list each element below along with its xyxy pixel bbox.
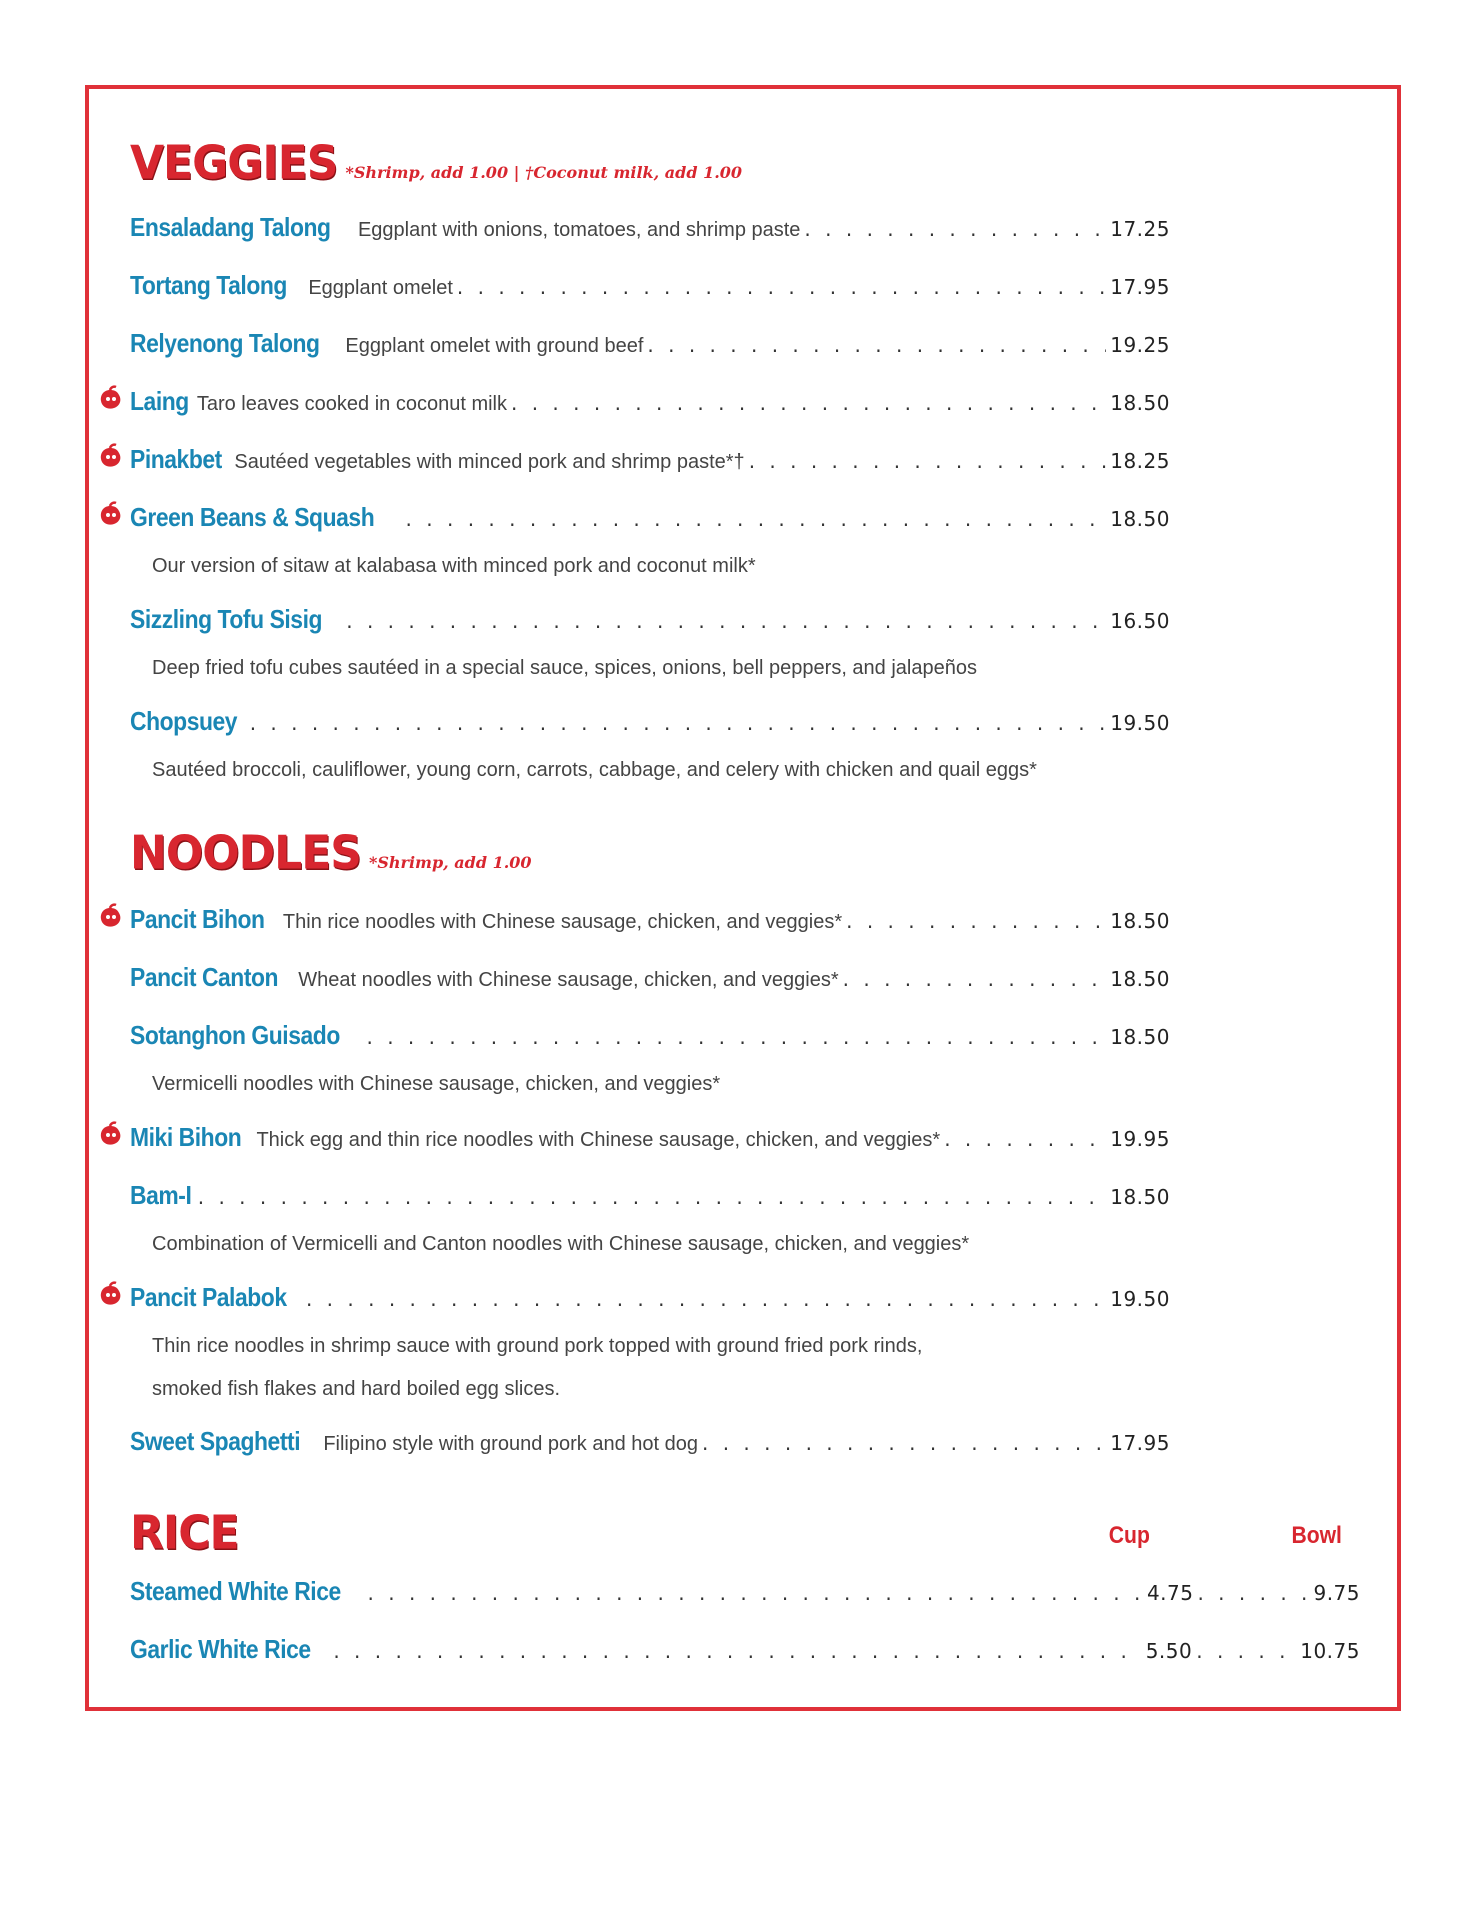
menu-item <box>130 706 1170 746</box>
item-name: Sizzling Tofu Sisig <box>130 604 323 634</box>
item-name: Miki Bihon <box>130 1122 242 1152</box>
item-name: Green Beans & Squash <box>130 502 375 532</box>
item-price: 18.50 <box>1110 507 1170 531</box>
item-subdesc: smoked fish flakes and hard boiled egg slices. <box>152 1378 561 1400</box>
menu-item <box>130 604 1170 644</box>
item-name: Pancit Palabok <box>130 1282 287 1312</box>
dot-leader <box>198 1185 1106 1209</box>
item-desc: Eggplant with onions, tomatoes, and shrimp paste <box>357 219 801 241</box>
section-title-rice: RICE <box>130 1506 239 1561</box>
item-price: 18.50 <box>1110 967 1170 991</box>
menu-item <box>130 1634 1360 1674</box>
item-price: 19.95 <box>1110 1127 1170 1151</box>
menu-item <box>130 1180 1170 1220</box>
item-price: 19.50 <box>1110 1287 1170 1311</box>
chili-pepper-icon <box>96 501 124 529</box>
dot-leader <box>749 449 1107 473</box>
menu-item <box>130 444 1170 484</box>
item-price-cup: 4.75 <box>1146 1581 1194 1605</box>
menu-item <box>130 904 1170 944</box>
item-desc: Eggplant omelet <box>308 277 453 299</box>
item-price: 17.95 <box>1110 1431 1170 1455</box>
menu-item <box>130 962 1170 1002</box>
item-name: Laing <box>130 386 189 416</box>
item-desc: Thick egg and thin rice noodles with Chinese sausage, chicken, and veggies* <box>256 1129 941 1151</box>
item-price-bowl: 9.75 <box>1313 1581 1360 1605</box>
item-subdesc: Combination of Vermicelli and Canton noodles with Chinese sausage, chicken, and veggies* <box>152 1233 970 1255</box>
item-price: 17.25 <box>1110 217 1170 241</box>
section-note-noodles: *Shrimp, add 1.00 <box>368 853 532 872</box>
chili-pepper-icon <box>96 903 124 931</box>
dot-leader <box>250 711 1107 735</box>
item-subdesc: Our version of sitaw at kalabasa with minced pork and coconut milk* <box>152 555 756 577</box>
item-name: Garlic White Rice <box>130 1634 311 1664</box>
item-name: Ensaladang Talong <box>130 212 331 242</box>
veggies-header <box>130 138 742 189</box>
item-desc: Thin rice noodles with Chinese sausage, chicken, and veggies* <box>282 911 843 933</box>
item-price: 16.50 <box>1110 609 1170 633</box>
item-desc: Wheat noodles with Chinese sausage, chicken, and veggies* <box>298 969 839 991</box>
item-desc: Sautéed vegetables with minced pork and shrimp paste*† <box>234 451 745 473</box>
item-price: 18.50 <box>1110 1185 1170 1209</box>
item-price: 19.25 <box>1110 333 1170 357</box>
dot-leader <box>368 1581 1143 1605</box>
chili-pepper-icon <box>96 1121 124 1149</box>
menu-item <box>130 1576 1360 1616</box>
item-name: Chopsuey <box>130 706 238 736</box>
item-name: Tortang Talong <box>130 270 287 300</box>
item-desc: Filipino style with ground pork and hot dog <box>323 1433 698 1455</box>
section-note-veggies: *Shrimp, add 1.00 | †Coconut milk, add 1.00 <box>345 163 743 182</box>
dot-leader <box>843 967 1107 991</box>
item-name: Sotanghon Guisado <box>130 1020 340 1050</box>
dot-leader <box>702 1431 1106 1455</box>
item-price-cup: 5.50 <box>1145 1639 1193 1663</box>
menu-item <box>130 1282 1170 1322</box>
section-title-noodles: NOODLES <box>130 826 361 881</box>
dot-leader <box>846 909 1106 933</box>
item-name: Steamed White Rice <box>130 1576 341 1606</box>
item-subdesc: Thin rice noodles in shrimp sauce with ground pork topped with ground fried pork rinds, <box>152 1335 923 1357</box>
dot-leader <box>306 1287 1106 1311</box>
menu-item <box>130 502 1170 542</box>
menu-item <box>130 1426 1170 1466</box>
noodles-header <box>130 828 532 879</box>
menu-item <box>130 1020 1170 1060</box>
item-price: 17.95 <box>1110 275 1170 299</box>
menu-item <box>130 1122 1170 1162</box>
item-name: Pinakbet <box>130 444 222 474</box>
rice-header <box>130 1508 239 1559</box>
dot-leader <box>367 1025 1107 1049</box>
dot-leader <box>944 1127 1106 1151</box>
item-price: 19.50 <box>1110 711 1170 735</box>
item-price: 18.50 <box>1110 391 1170 415</box>
chili-pepper-icon <box>96 385 124 413</box>
item-price: 18.50 <box>1110 1025 1170 1049</box>
item-subdesc: Deep fried tofu cubes sautéed in a special sauce, spices, onions, bell peppers, and jalapeños <box>152 657 977 679</box>
dot-leader <box>346 609 1106 633</box>
item-name: Pancit Canton <box>130 962 279 992</box>
menu-item <box>130 328 1170 368</box>
item-desc: Eggplant omelet with ground beef <box>345 335 644 357</box>
item-price-bowl: 10.75 <box>1300 1639 1360 1663</box>
item-name: Bam-I <box>130 1180 192 1210</box>
menu-item <box>130 386 1170 426</box>
dot-leader <box>647 333 1106 357</box>
item-price: 18.50 <box>1110 909 1170 933</box>
section-title-veggies: VEGGIES <box>130 136 338 191</box>
menu-item <box>130 270 1170 310</box>
dot-leader <box>457 275 1106 299</box>
dot-leader <box>406 507 1107 531</box>
item-name: Relyenong Talong <box>130 328 320 358</box>
item-subdesc: Vermicelli noodles with Chinese sausage, chicken, and veggies* <box>152 1073 721 1095</box>
dot-leader <box>1197 1581 1309 1605</box>
item-desc: Taro leaves cooked in coconut milk <box>196 393 507 415</box>
dot-leader <box>804 217 1106 241</box>
dot-leader <box>1196 1639 1296 1663</box>
item-price: 18.25 <box>1110 449 1170 473</box>
dot-leader <box>333 1639 1141 1663</box>
chili-pepper-icon <box>96 1281 124 1309</box>
menu-item <box>130 212 1170 252</box>
column-header-cup: Cup <box>1108 1522 1150 1549</box>
item-name: Pancit Bihon <box>130 904 265 934</box>
item-name: Sweet Spaghetti <box>130 1426 301 1456</box>
item-subdesc: Sautéed broccoli, cauliflower, young corn, carrots, cabbage, and celery with chicken and quail eggs* <box>152 759 1037 781</box>
dot-leader <box>511 391 1106 415</box>
column-header-bowl: Bowl <box>1291 1522 1342 1549</box>
chili-pepper-icon <box>96 443 124 471</box>
